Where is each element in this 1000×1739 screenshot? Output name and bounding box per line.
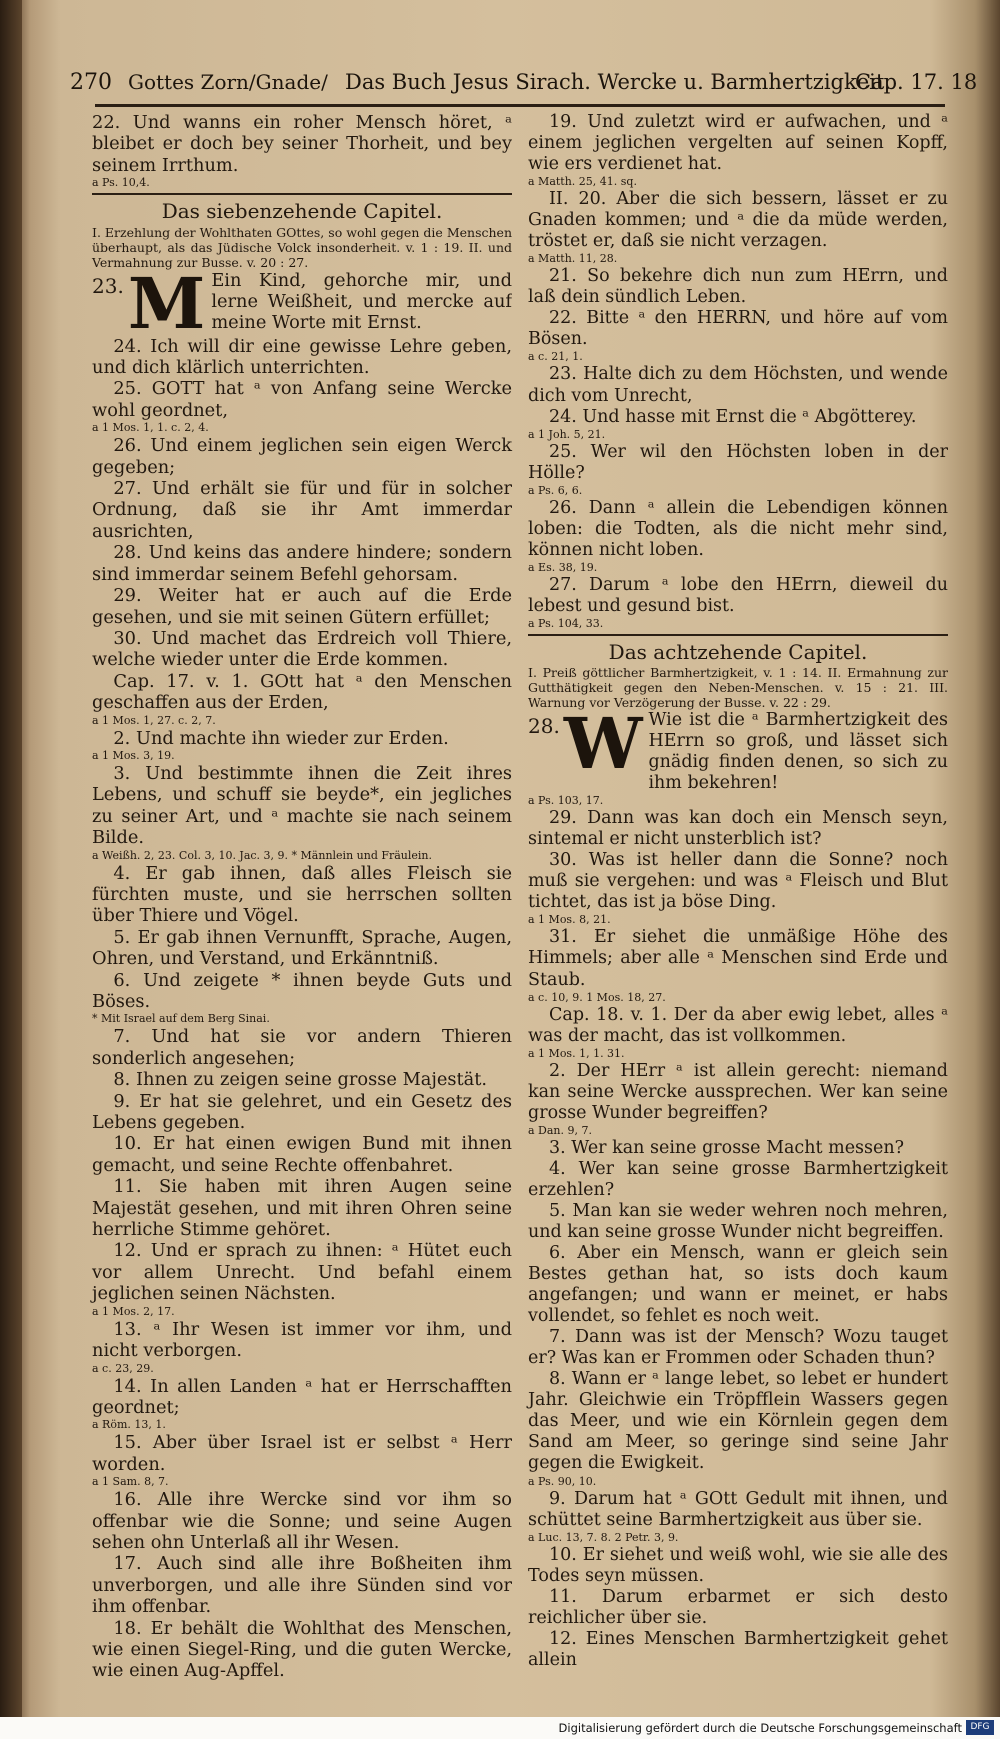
verse: 29. Weiter hat er auch auf die Erde gesehen, und sie mit seinen Gütern erfüllet;: [92, 585, 512, 628]
verse: 30. Und machet das Erdreich voll Thiere, welche wieder unter die Erde kommen.: [92, 627, 512, 671]
verse: 28. Und keins das andere hindere; sondern sind immerdar seinem Befehl gehorsam.: [92, 542, 512, 585]
verse: 12. Eines Menschen Barmhertzigkeit gehet allein: [528, 1628, 948, 1670]
footnote: a 1 Mos. 3, 19.: [92, 748, 175, 762]
chapter-title: Das achtzehende Capitel.: [608, 639, 868, 664]
digitization-footer: [0, 1717, 1000, 1739]
verse: 15. Aber über Israel ist er selbst ᵃ Herr worden.: [92, 1432, 512, 1475]
verse: 2. Der HErr ᵃ ist allein gerecht: niemand kan seine Wercke aussprechen. Wer kan seine grosse Wunder begreiffen?: [528, 1060, 948, 1123]
verse: Cap. 18. v. 1. Der da aber ewig lebet, alles ᵃ was der macht, das ist vollkommen.: [528, 1004, 948, 1046]
verse: 2. Und machte ihn wieder zur Erden.: [113, 727, 449, 749]
verse: 22. Und wanns ein roher Mensch höret, ᵃ bleibet er doch bey seiner Thorheit, und bey seinem Irrthum.: [92, 112, 512, 176]
footnote: a Dan. 9, 7.: [528, 1123, 592, 1137]
verse: 11. Darum erbarmet er sich desto reichlicher über sie.: [528, 1586, 948, 1628]
verse: 10. Er siehet und weiß wohl, wie sie alle des Todes seyn müssen.: [528, 1544, 948, 1586]
verse: 6. Aber ein Mensch, wann er gleich sein Bestes gethan hat, so ists doch kaum angefangen; und wann er meinet, er habs vollendet, so fehlet es noch weit.: [528, 1243, 948, 1327]
verse: 31. Er siehet die unmäßige Höhe des Himmels; aber alle ᵃ Menschen sind Erde und Staub.: [528, 927, 948, 990]
verse: 24. Und hasse mit Ernst die ᵃ Abgötterey.: [549, 406, 917, 427]
verse: 25. Wer wil den Höchsten loben in der Hölle?: [528, 441, 948, 483]
right-column: [528, 112, 948, 1671]
footnote: a Röm. 13, 1.: [92, 1418, 166, 1432]
book-gutter: [0, 0, 22, 1739]
opening-verse: [92, 270, 512, 336]
footnote: a Es. 38, 19.: [528, 560, 598, 574]
verse: Cap. 17. v. 1. GOtt hat ᵃ den Menschen geschaffen aus der Erden,: [92, 670, 512, 714]
footnote: a Matth. 25, 41. sq.: [528, 175, 637, 189]
header-rule: [95, 104, 945, 107]
footnote: a Matth. 11, 28.: [528, 252, 618, 266]
verse: 4. Er gab ihnen, daß alles Fleisch sie fürchten muste, und sie herrschen sollten über Thiere und Vögel.: [92, 862, 512, 927]
verse: 23. Halte dich zu dem Höchsten, und wende dich vom Unrecht,: [528, 364, 948, 406]
verse: 21. So bekehre dich nun zum HErrn, und laß dein sündlich Leben.: [528, 266, 948, 308]
verse: 3. Und bestimmte ihnen die Zeit ihres Lebens, und schuff sie beyde*, ein jegliches zu seiner Art, und ᵃ machte sie nach seinem Bilde.: [92, 762, 512, 849]
chapter-rule: [528, 634, 948, 636]
footnote: a c. 23, 29.: [92, 1361, 154, 1375]
verse: 5. Man kan sie weder wehren noch mehren, und kan seine grosse Wunder nicht begreiffen.: [528, 1200, 948, 1242]
chapter-summary: I. Preiß göttlicher Barmhertzigkeit, v. 1 : 14. II. Ermahnung zur Gutthätigkeit gegen den Neben-Menschen. v. 15 : 21. III. Warnung vor Verzögerung der Busse. v. 22 : 29.: [528, 664, 948, 710]
header-center-title: Das Buch Jesus Sirach. Wercke u. Barmhertzigkeit.: [345, 70, 891, 94]
verse: 8. Ihnen zu zeigen seine grosse Majestät.: [113, 1069, 488, 1091]
verse: 16. Alle ihre Wercke sind vor ihm so offenbar wie die Sonne; und seine Augen sehen ohn Unterlaß all ihr Wesen.: [92, 1489, 512, 1553]
verse: 9. Darum hat ᵃ GOtt Gedult mit ihnen, und schüttet seine Barmhertzigkeit aus über sie.: [528, 1488, 948, 1530]
footnote: a 1 Sam. 8, 7.: [92, 1475, 169, 1489]
footnote: a Ps. 90, 10.: [528, 1474, 597, 1488]
footnote: a 1 Mos. 2, 17.: [92, 1304, 175, 1318]
footnote: a 1 Mos. 1, 1. 31.: [528, 1046, 625, 1060]
verse: 27. Darum ᵃ lobe den HErrn, dieweil du lebest und gesund bist.: [528, 574, 948, 616]
page-number: 270: [70, 70, 112, 95]
footnote: a 1 Mos. 8, 21.: [528, 913, 611, 927]
verse: 30. Was ist heller dann die Sonne? noch muß sie vergehen: und was ᵃ Fleisch und Blut tichtet, das ist ja böse Ding.: [528, 850, 948, 913]
footnote: a 1 Joh. 5, 21.: [528, 427, 606, 441]
footnote: a Ps. 10,4.: [92, 176, 150, 190]
footnote: a Ps. 6, 6.: [528, 483, 583, 497]
verse: 14. In allen Landen ᵃ hat er Herrschafften geordnet;: [92, 1375, 512, 1418]
verse: 18. Er behält die Wohlthat des Menschen, wie einen Siegel-Ring, und die guten Wercke, wie einen Aug-Apffel.: [92, 1617, 512, 1682]
opening-verse: [528, 710, 948, 794]
verse: 13. ᵃ Ihr Wesen ist immer vor ihm, und nicht verborgen.: [92, 1318, 512, 1362]
footnote: a c. 10, 9. 1 Mos. 18, 27.: [528, 990, 666, 1004]
verse-number: 23.: [92, 273, 124, 298]
footnote: a c. 21, 1.: [528, 350, 583, 364]
verse: 11. Sie haben mit ihren Augen seine Majestät gesehen, und mit ihren Ohren seine herrliche Stimme gehöret.: [92, 1176, 512, 1241]
chapter-title: Das siebenzehende Capitel.: [161, 199, 443, 224]
verse: II. 20. Aber die sich bessern, lässet er zu Gnaden kommen; und ᵃ die da müde werden, tröstet er, daß sie nicht verzagen.: [528, 189, 948, 252]
verse: 17. Auch sind alle ihre Boßheiten ihm unverborgen, und alle ihre Sünden sind vor ihm offenbar.: [92, 1553, 512, 1618]
footnote: a Weißh. 2, 23. Col. 3, 10. Jac. 3, 9. * Männlein und Fräulein.: [92, 848, 433, 862]
footnote: a Luc. 13, 7. 8. 2 Petr. 3, 9.: [528, 1530, 679, 1544]
verse: 10. Er hat einen ewigen Bund mit ihnen gemacht, und seine Rechte offenbahret.: [92, 1133, 512, 1176]
drop-cap-initial: M: [127, 269, 206, 336]
verse: 5. Er gab ihnen Vernunfft, Sprache, Augen, Ohren, und Verstand, und Erkänntniß.: [92, 926, 512, 970]
verse: 8. Wann er ᵃ lange lebet, so lebet er hundert Jahr. Gleichwie ein Tröpfflein Wassers gegen das Meer, und wie ein Körnlein gegen dem Sand am Meer, so geringe sind seine Jahr gegen die Ewigkeit.: [528, 1369, 948, 1474]
verse: 7. Und hat sie vor andern Thieren sonderlich angesehen;: [92, 1026, 512, 1069]
verse: 12. Und er sprach zu ihnen: ᵃ Hütet euch vor allem Unrecht. Und befahl einem jeglichen seinen Nächsten.: [92, 1240, 512, 1305]
verse: 6. Und zeigete * ihnen beyde Guts und Böses.: [92, 969, 512, 1012]
verse: Wie ist die ᵃ Barmhertzigkeit des HErrn so groß, und lässet sich gnädig finden denen, so sich zu ihm bekehren!: [648, 709, 948, 794]
verse: 27. Und erhält sie für und für in solcher Ordnung, daß sie ihr Amt immerdar ausrichten,: [92, 478, 512, 542]
drop-cap-initial: W: [563, 709, 643, 785]
verse: Ein Kind, gehorche mir, und lerne Weißheit, und mercke auf meine Worte mit Ernst.: [211, 269, 512, 334]
funding-credit: Digitalisierung gefördert durch die Deutsche Forschungsgemeinschaft: [558, 1721, 962, 1735]
chapter-rule: [92, 193, 512, 195]
verse: 4. Wer kan seine grosse Barmhertzigkeit erzehlen?: [528, 1158, 948, 1200]
verse: 7. Dann was ist der Mensch? Wozu tauget er? Was kan er Frommen oder Schaden thun?: [528, 1327, 948, 1369]
footnote: a Ps. 103, 17.: [528, 794, 604, 808]
verse: 22. Bitte ᵃ den HERRN, und höre auf vom Bösen.: [528, 308, 948, 350]
header-chapter: Cap. 17. 18: [855, 70, 978, 94]
header-left-title: Gottes Zorn/Gnade/: [128, 70, 328, 94]
verse: 26. Und einem jeglichen sein eigen Werck gegeben;: [92, 435, 512, 478]
footnote: a 1 Mos. 1, 27. c. 2, 7.: [92, 713, 216, 727]
verse: 29. Dann was kan doch ein Mensch seyn, sintemal er nicht unsterblich ist?: [528, 808, 948, 850]
dfg-logo: DFG: [966, 1720, 994, 1735]
verse: 24. Ich will dir eine gewisse Lehre geben, und dich klärlich unterrichten.: [92, 335, 512, 379]
verse: 9. Er hat sie gelehret, und ein Gesetz des Lebens gegeben.: [92, 1090, 512, 1134]
verse: 26. Dann ᵃ allein die Lebendigen können loben: die Todten, als die nicht mehr sind, können nicht loben.: [528, 497, 948, 560]
verse: 25. GOTT hat ᵃ von Anfang seine Wercke wohl geordnet,: [92, 378, 512, 421]
verse: 3. Wer kan seine grosse Macht messen?: [549, 1137, 905, 1158]
chapter-summary: I. Erzehlung der Wohlthaten GOttes, so wohl gegen die Menschen überhaupt, als das Jüdische Volck insonderheit. v. 1 : 19. II. und Vermahnung zur Busse. v. 20 : 27.: [92, 224, 512, 270]
left-column: [92, 112, 512, 1682]
footnote: a 1 Mos. 1, 1. c. 2, 4.: [92, 421, 209, 435]
footnote: * Mit Israel auf dem Berg Sinai.: [92, 1012, 270, 1026]
verse-number: 28.: [528, 713, 560, 738]
footnote: a Ps. 104, 33.: [528, 616, 604, 630]
verse: 19. Und zuletzt wird er aufwachen, und ᵃ einem jeglichen vergelten auf seinen Kopff, wie ers verdienet hat.: [528, 112, 948, 175]
